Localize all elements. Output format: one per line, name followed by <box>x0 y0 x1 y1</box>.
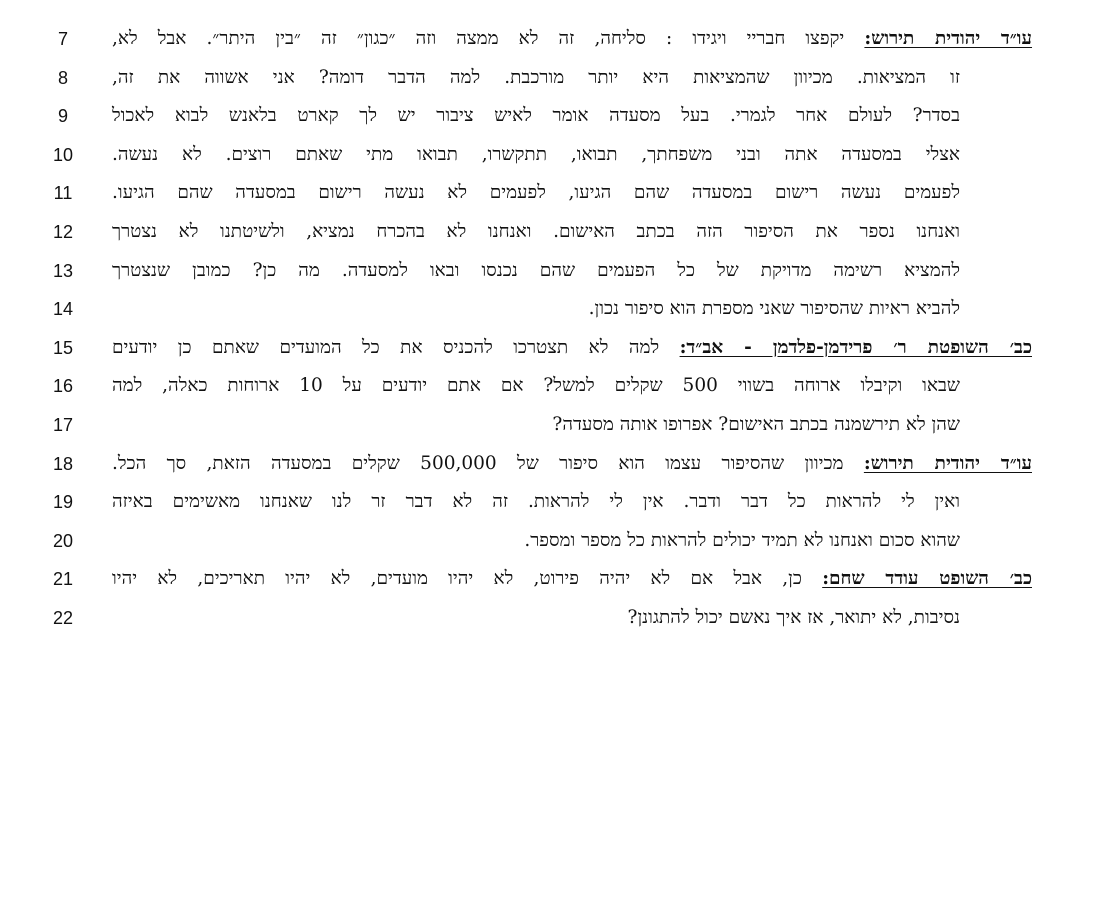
line-content: מכיוון שהסיפור עצמו הוא סיפור של 500,000 שקלים במסעדה הזאת, סך הכל. <box>112 452 864 474</box>
transcript-line <box>0 97 1106 136</box>
transcript-line <box>0 445 1106 484</box>
transcript-line <box>0 213 1106 252</box>
line-text <box>112 367 960 405</box>
speaker-name: כב׳ השופטת ר׳ פרידמן-פלדמן - אב״ד: <box>679 336 1032 358</box>
transcript-line <box>0 136 1106 175</box>
speaker-name: כב׳ השופט עודד שחם: <box>822 568 1032 590</box>
speaker-name: עו״ד יהודית תירוש: <box>863 452 1032 474</box>
transcript-line <box>0 406 1106 445</box>
transcript-line <box>0 59 1106 98</box>
transcript-line <box>0 290 1106 329</box>
line-text <box>112 560 1032 598</box>
line-number: 10 <box>52 144 74 165</box>
line-content: יקפצו חבריי ויגידו : סליחה, זה לא ממצה וזה ״כגון״ זה ״בין היתר״. אבל לא, <box>112 28 865 49</box>
line-text <box>112 213 960 251</box>
transcript-line <box>0 20 1106 59</box>
transcript-line <box>0 522 1106 561</box>
line-number: 12 <box>52 221 74 242</box>
line-text <box>112 483 960 521</box>
line-text <box>112 59 960 97</box>
line-content: ואין לי להראות כל דבר ודבר. אין לי להראות. זה לא דבר זר לנו שאנחנו מאשימים באיזה <box>112 491 960 513</box>
line-text <box>112 252 960 290</box>
line-content: להביא ראיות שהסיפור שאני מספרת הוא סיפור נכון. <box>588 298 960 320</box>
line-number: 18 <box>52 453 74 474</box>
line-content: לפעמים נעשה רישום במסעדה שהם הגיעו, לפעמים לא נעשה רישום במסעדה שהם הגיעו. <box>112 182 960 204</box>
line-number: 15 <box>52 337 74 358</box>
line-text <box>112 445 1032 483</box>
line-content: למה לא תצטרכו להכניס את כל המועדים שאתם כן יודעים <box>112 336 680 358</box>
transcript-page <box>0 20 1106 638</box>
line-text <box>112 406 960 444</box>
transcript-line <box>0 560 1106 599</box>
line-content: אצלי במסעדה אתה ובני משפחתך, תבואו, תתקשרו, תבואו מתי שאתם רוצים. לא נעשה. <box>112 143 960 165</box>
line-text <box>112 20 1032 58</box>
line-number: 8 <box>57 67 68 88</box>
line-number: 11 <box>53 183 73 204</box>
line-content: ואנחנו נספר את הסיפור הזה בכתב האישום. ואנחנו לא בהכרח נמציא, ולשיטתנו לא נצטרך <box>112 220 960 242</box>
transcript-line <box>0 599 1106 638</box>
line-content: נסיבות, לא יתואר, אז איך נאשם יכול להתגונן? <box>627 606 960 628</box>
transcript-line <box>0 483 1106 522</box>
transcript-line <box>0 174 1106 213</box>
line-text <box>112 97 960 135</box>
line-number: 16 <box>52 376 74 397</box>
line-text <box>112 329 1032 367</box>
line-content: כן, אבל אם לא יהיה פירוט, לא יהיו מועדים, לא יהיו תאריכים, לא יהיו <box>112 568 823 590</box>
line-text <box>112 522 960 560</box>
line-number: 21 <box>52 569 74 590</box>
line-content: שהוא סכום ואנחנו לא תמיד יכולים להראות כל מספר ומספר. <box>524 529 960 551</box>
line-number: 7 <box>57 29 68 49</box>
line-content: שבאו וקיבלו ארוחה בשווי 500 שקלים למשל? אם אתם יודעים על 10 ארוחות כאלה, למה <box>112 375 960 397</box>
line-content: זו המציאות. מכיוון שהמציאות היא יותר מורכבת. למה הדבר דומה? אני אשווה את זה, <box>112 66 960 88</box>
line-number: 19 <box>52 492 74 513</box>
transcript-line <box>0 252 1106 291</box>
line-content: בסדר? לעולם אחר לגמרי. בעל מסעדה אומר לאיש ציבור יש לך קארט בלאנש לבוא לאכול <box>112 105 960 127</box>
line-content: שהן לא תירשמנה בכתב האישום? אפרופו אותה מסעדה? <box>552 413 960 435</box>
speaker-name: עו״ד יהודית תירוש: <box>864 28 1033 49</box>
line-number: 17 <box>52 414 74 435</box>
line-number: 14 <box>52 299 74 320</box>
line-content: להמציא רשימה מדויקת של כל הפעמים שהם נכנסו ובאו למסעדה. מה כן? כמובן שנצטרך <box>112 259 960 281</box>
line-number: 22 <box>52 607 74 628</box>
transcript-line <box>0 329 1106 368</box>
line-text <box>112 599 960 637</box>
line-number: 9 <box>57 106 68 127</box>
line-text <box>112 290 960 328</box>
line-text <box>112 174 960 212</box>
line-number: 13 <box>52 260 74 281</box>
line-text <box>112 136 960 174</box>
transcript-line <box>0 367 1106 406</box>
line-number: 20 <box>52 530 74 551</box>
